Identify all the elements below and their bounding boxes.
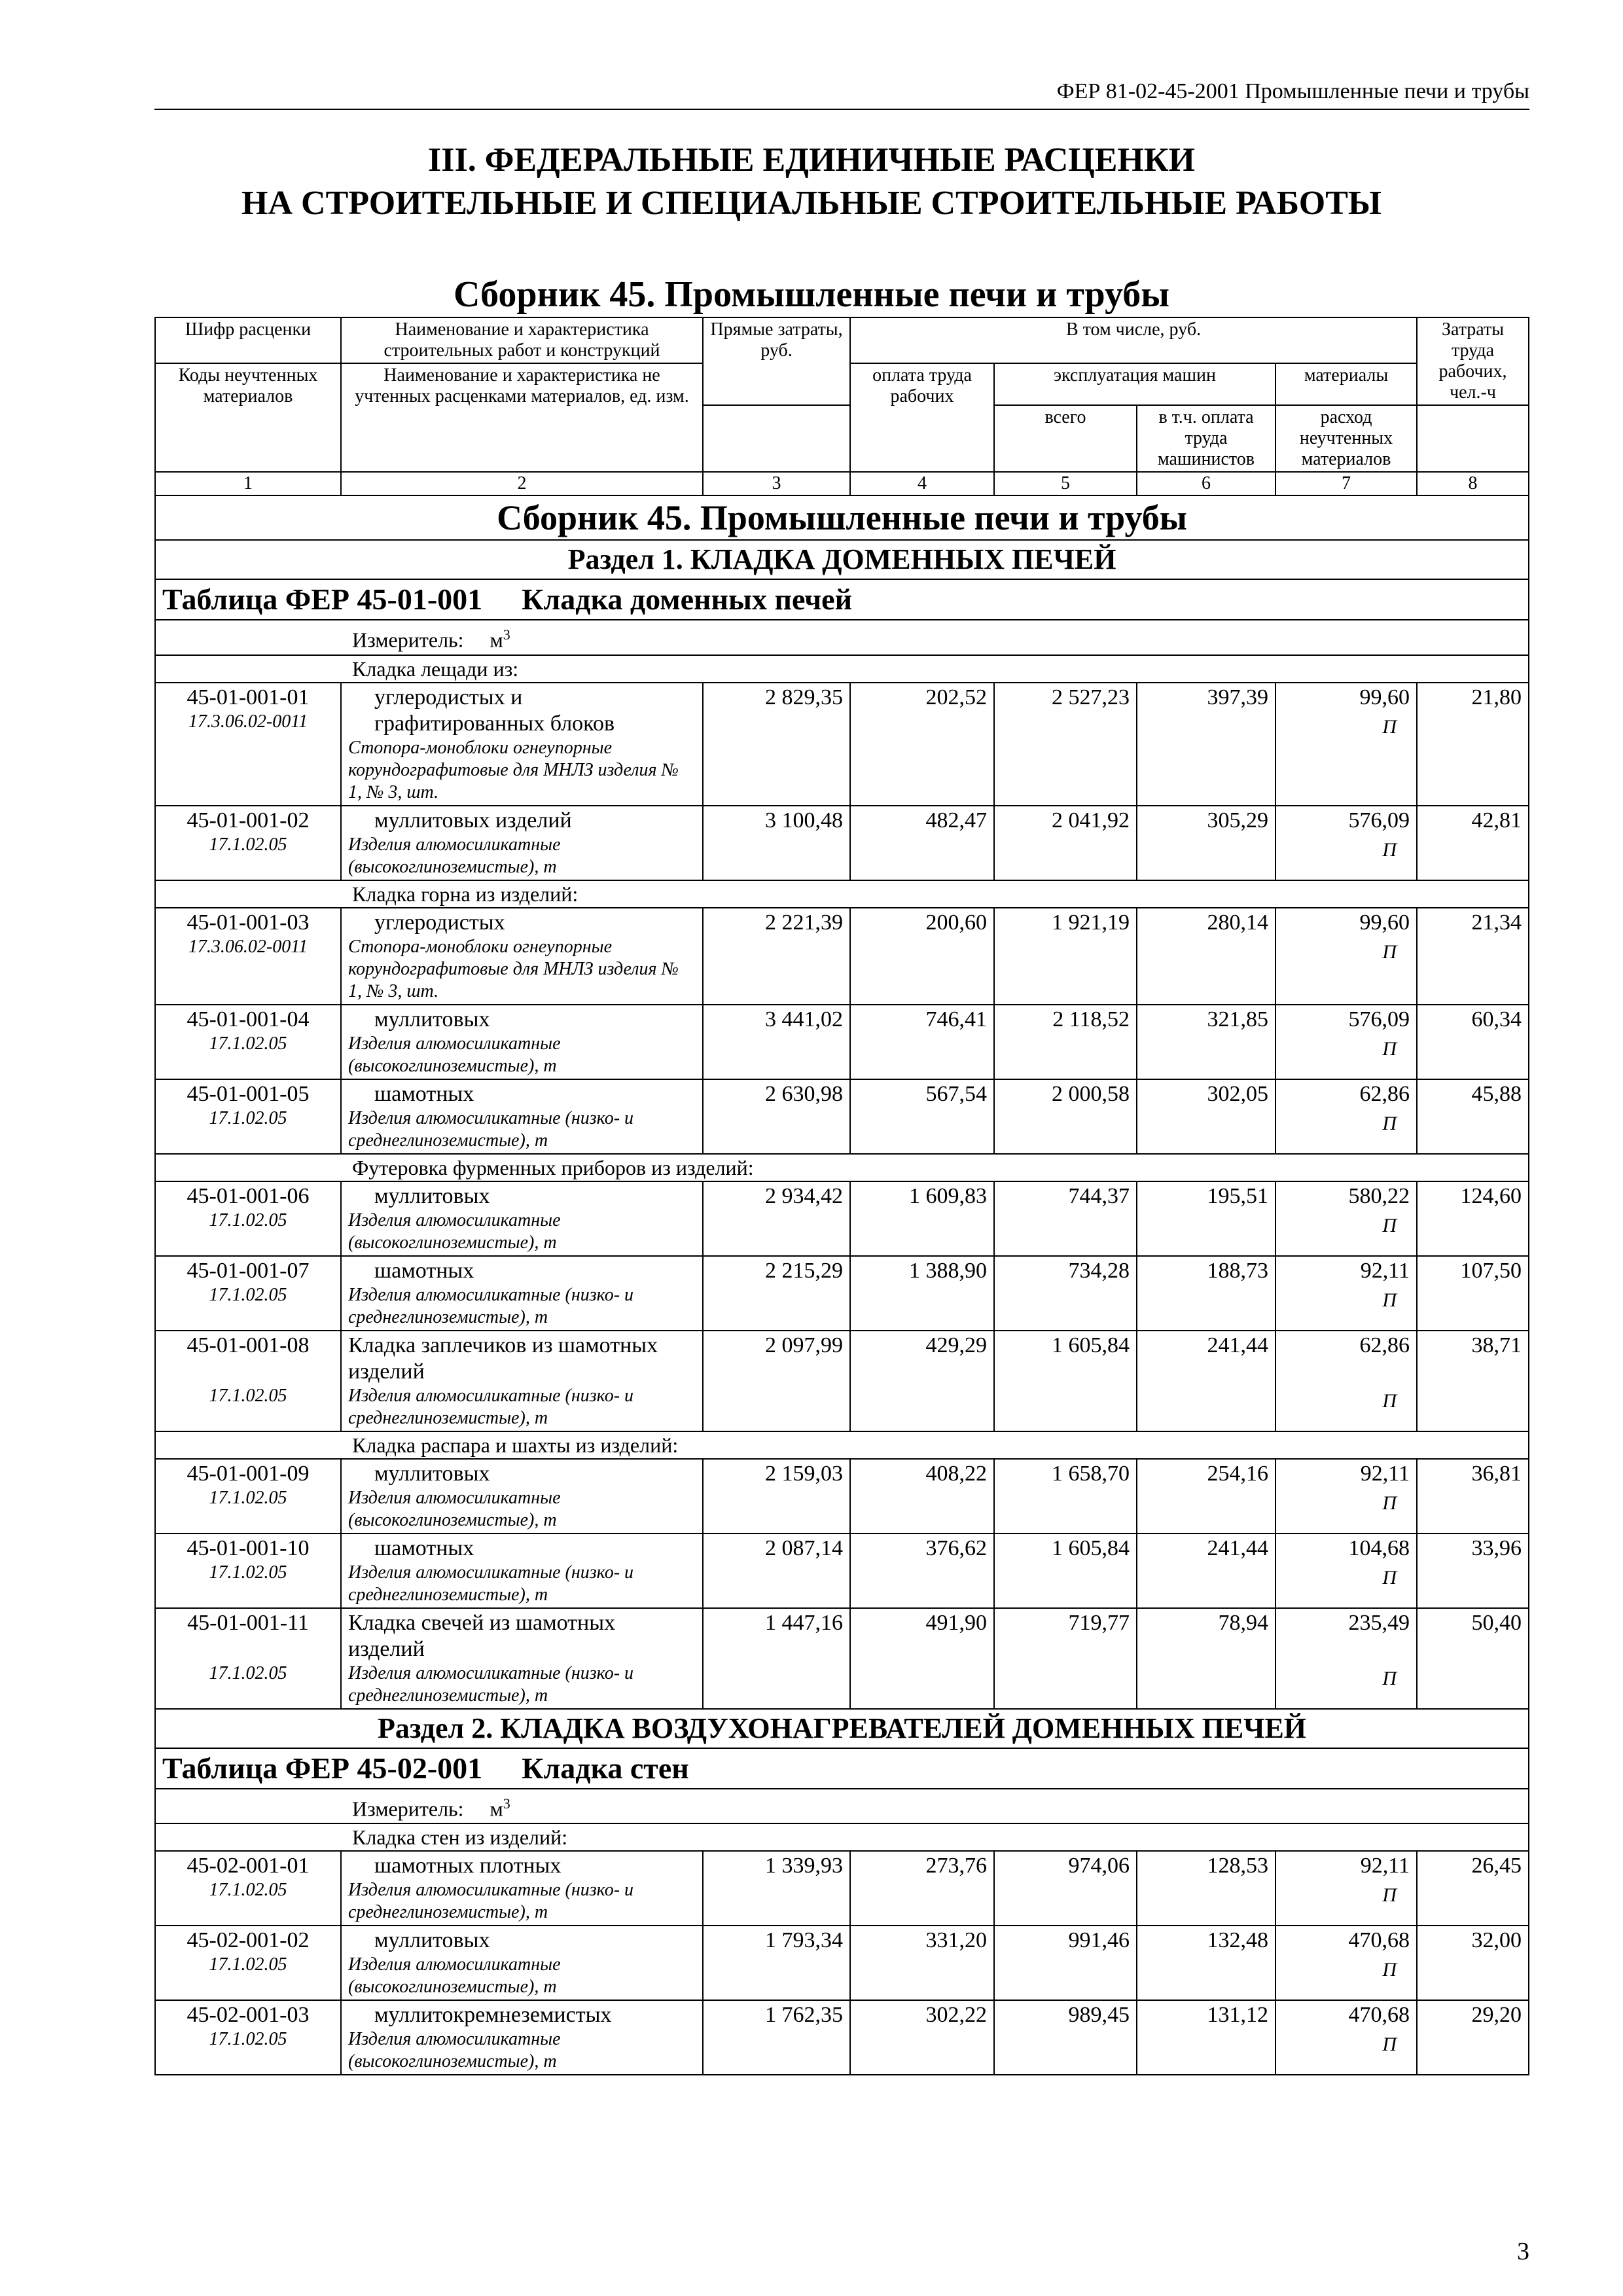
col-labor-pay-header: оплата труда рабочих [850,363,994,472]
rate-name: муллитовых [374,1928,490,1953]
col-code-header: Шифр расценки [155,317,341,363]
col-labor-cost-header: Затраты труда рабочих, чел.-ч [1417,317,1529,405]
col-labor-cost-blank [1417,405,1529,472]
unlisted-material-mark: П [1382,2034,1397,2056]
rate-name: Кладка свечей из шамотных изделий [348,1610,616,1661]
unlisted-material-mark: П [1382,1959,1397,1981]
materials-cost: 580,22 [1348,1183,1410,1208]
labor-hours: 107,50 [1417,1256,1529,1331]
machines-labor-pay: 321,85 [1137,1005,1275,1079]
unlisted-material-mark: П [1382,1037,1397,1060]
labor-pay: 491,90 [850,1608,994,1709]
material-code: 17.1.02.05 [209,1385,287,1406]
machines-total: 1 605,84 [994,1534,1137,1608]
materials-cell [1275,1079,1417,1154]
machines-labor-pay: 305,29 [1137,806,1275,880]
group-heading-row [155,655,1529,683]
direct-cost: 2 087,14 [703,1534,850,1608]
materials-cost: 92,11 [1360,1258,1410,1283]
machines-total: 989,45 [994,2000,1137,2075]
group-heading-row [155,1431,1529,1459]
collection-banner-row [155,495,1529,540]
material-name: Изделия алюмосиликатные (высокоглиноземистые), т [348,1210,561,1253]
materials-cell [1275,1256,1417,1331]
material-name: Стопора-моноблоки огнеупорные корундографитовые для МНЛЗ изделия № 1, № 3, шт. [348,737,679,802]
rate-row [155,908,1529,1005]
labor-hours: 21,80 [1417,683,1529,806]
measure-unit: м [490,628,503,652]
labor-pay: 302,22 [850,2000,994,2075]
unlisted-material-mark: П [1382,1667,1397,1689]
column-number: 3 [703,472,850,495]
rate-row [155,1005,1529,1079]
labor-hours: 32,00 [1417,1926,1529,2000]
rate-code: 45-01-001-06 [187,1183,310,1208]
materials-cell [1275,908,1417,1005]
direct-cost: 2 221,39 [703,908,850,1005]
group-heading-row [155,880,1529,908]
rate-name-cell [341,1005,703,1079]
labor-pay: 376,62 [850,1534,994,1608]
unlisted-material-mark: П [1382,1492,1397,1514]
machines-labor-pay: 78,94 [1137,1608,1275,1709]
labor-pay: 567,54 [850,1079,994,1154]
materials-cell [1275,1459,1417,1534]
machines-labor-pay: 188,73 [1137,1256,1275,1331]
rate-name-cell [341,908,703,1005]
rate-name: муллитовых [374,1183,490,1208]
table-name: Кладка стен [522,1751,689,1785]
running-header: ФЕР 81-02-45-2001 Промышленные печи и трубы [154,75,1529,110]
materials-cost: 576,09 [1348,808,1410,833]
material-code: 17.1.02.05 [209,1210,287,1230]
labor-pay: 200,60 [850,908,994,1005]
part-title-line-2: НА СТРОИТЕЛЬНЫЕ И СПЕЦИАЛЬНЫЕ СТРОИТЕЛЬНЫЕ РАБОТЫ [241,185,1382,222]
rate-name-cell [341,806,703,880]
rate-name: муллитовых [374,1461,490,1486]
measure-label: Измеритель: [352,628,464,652]
rate-name: муллитокремнеземистых [374,2003,612,2028]
rate-code: 45-01-001-03 [187,910,310,935]
rate-row [155,1181,1529,1256]
measure-row [155,620,1529,655]
machines-total: 1 921,19 [994,908,1137,1005]
materials-cost: 62,86 [1359,1333,1410,1357]
rate-row [155,1534,1529,1608]
labor-hours: 33,96 [1417,1534,1529,1608]
rate-name-cell [341,1459,703,1534]
labor-hours: 21,34 [1417,908,1529,1005]
labor-pay: 746,41 [850,1005,994,1079]
rate-row [155,1608,1529,1709]
materials-cost: 92,11 [1360,1461,1410,1486]
rate-code: 45-01-001-10 [187,1535,310,1560]
rate-name: муллитовых [374,1007,490,1031]
material-code: 17.1.02.05 [209,2029,287,2050]
labor-hours: 60,34 [1417,1005,1529,1079]
direct-cost: 3 100,48 [703,806,850,880]
materials-cell [1275,2000,1417,2075]
section-title-row [155,540,1529,579]
unlisted-material-mark: П [1382,941,1397,963]
rate-name: углеродистых и графитированных блоков [374,685,615,736]
col-machines-header: эксплуатация машин [994,363,1275,405]
table-title-row [155,579,1529,620]
material-name: Изделия алюмосиликатные (высокоглиноземистые), т [348,1033,561,1076]
unlisted-material-mark: П [1382,715,1397,738]
unlisted-material-mark: П [1382,1214,1397,1236]
machines-labor-pay: 280,14 [1137,908,1275,1005]
group-heading: Кладка распара и шахты из изделий: [155,1431,1529,1459]
rate-name-cell [341,683,703,806]
col-materials-header: материалы [1275,363,1417,405]
machines-labor-pay: 131,12 [1137,2000,1275,2075]
labor-hours: 36,81 [1417,1459,1529,1534]
rate-name: шамотных [374,1258,474,1283]
unlisted-material-mark: П [1382,1390,1397,1412]
labor-hours: 50,40 [1417,1608,1529,1709]
table-title-row [155,1748,1529,1789]
labor-hours: 45,88 [1417,1079,1529,1154]
machines-labor-pay: 128,53 [1137,1851,1275,1926]
materials-cell [1275,1534,1417,1608]
rate-code-cell [155,2000,341,2075]
table-code: Таблица ФЕР 45-02-001 [162,1751,483,1785]
machines-labor-pay: 241,44 [1137,1534,1275,1608]
rate-name-cell [341,1926,703,2000]
rate-name-cell [341,1851,703,1926]
material-name: Изделия алюмосиликатные (высокоглиноземистые), т [348,1487,561,1530]
rate-row [155,2000,1529,2075]
machines-labor-pay: 132,48 [1137,1926,1275,2000]
column-number: 1 [155,472,341,495]
machines-total: 2 000,58 [994,1079,1137,1154]
labor-pay: 331,20 [850,1926,994,2000]
table-code: Таблица ФЕР 45-01-001 [162,583,483,616]
machines-labor-pay: 302,05 [1137,1079,1275,1154]
column-numbers-row [155,472,1529,495]
machines-total: 744,37 [994,1181,1137,1256]
unlisted-material-mark: П [1382,1112,1397,1134]
labor-pay: 408,22 [850,1459,994,1534]
materials-cell [1275,1608,1417,1709]
materials-cell [1275,683,1417,806]
rate-name: шамотных [374,1081,474,1106]
direct-cost: 2 159,03 [703,1459,850,1534]
measure [155,620,1529,655]
rate-name: муллитовых изделий [374,808,572,833]
measure [155,1789,1529,1824]
materials-cost: 470,68 [1348,2003,1410,2028]
rate-code-cell [155,1181,341,1256]
rate-code-cell [155,1005,341,1079]
materials-cell [1275,1851,1417,1926]
rate-code: 45-02-001-03 [187,2003,310,2028]
material-name: Изделия алюмосиликатные (низко- и среднеглиноземистые), т [348,1662,634,1706]
rate-code: 45-01-001-09 [187,1461,310,1486]
labor-pay: 273,76 [850,1851,994,1926]
part-title [0,139,1623,225]
column-number: 4 [850,472,994,495]
group-heading: Кладка лещади из: [155,655,1529,683]
col-direct-blank [703,405,850,472]
material-code: 17.1.02.05 [209,1487,287,1508]
materials-cost: 470,68 [1348,1928,1410,1953]
labor-pay: 1 388,90 [850,1256,994,1331]
rate-code-cell [155,683,341,806]
material-code: 17.1.02.05 [209,1954,287,1975]
material-name: Изделия алюмосиликатные (низко- и среднеглиноземистые), т [348,1562,634,1605]
material-code: 17.1.02.05 [209,1562,287,1583]
column-number: 5 [994,472,1137,495]
rate-name-cell [341,1534,703,1608]
rate-code-cell [155,1079,341,1154]
col-direct-header: Прямые затраты, руб. [703,317,850,405]
material-code: 17.3.06.02-0011 [188,936,308,957]
col-materials-unlisted-header: расход неучтенных материалов [1275,405,1417,472]
materials-cell [1275,1331,1417,1431]
material-name: Стопора-моноблоки огнеупорные корундографитовые для МНЛЗ изделия № 1, № 3, шт. [348,936,679,1001]
materials-cost: 99,60 [1359,685,1410,709]
collection-title: Сборник 45. Промышленные печи и трубы [454,274,1169,315]
material-name: Изделия алюмосиликатные (низко- и среднеглиноземистые), т [348,1385,634,1428]
measure-label: Измеритель: [352,1797,464,1821]
machines-labor-pay: 241,44 [1137,1331,1275,1431]
machines-total: 974,06 [994,1851,1137,1926]
measure-exponent: 3 [503,626,510,643]
materials-cost: 99,60 [1359,910,1410,935]
rate-code: 45-01-001-02 [187,808,310,833]
rate-name: Кладка заплечиков из шамотных изделий [348,1333,658,1384]
rate-code: 45-02-001-02 [187,1928,310,1953]
labor-pay: 202,52 [850,683,994,806]
materials-cell [1275,1926,1417,2000]
direct-cost: 2 215,29 [703,1256,850,1331]
table-title [155,1748,1529,1789]
materials-cell [1275,806,1417,880]
materials-cell [1275,1005,1417,1079]
direct-cost: 2 630,98 [703,1079,850,1154]
group-heading: Футеровка фурменных приборов из изделий: [155,1154,1529,1181]
table-name: Кладка доменных печей [522,583,853,616]
machines-total: 734,28 [994,1256,1137,1331]
labor-hours: 38,71 [1417,1331,1529,1431]
rate-code: 45-01-001-08 [187,1333,310,1357]
rate-row [155,1851,1529,1926]
machines-labor-pay: 254,16 [1137,1459,1275,1534]
labor-hours: 42,81 [1417,806,1529,880]
direct-cost: 1 793,34 [703,1926,850,2000]
rate-code-cell [155,1256,341,1331]
section-title: Раздел 1. КЛАДКА ДОМЕННЫХ ПЕЧЕЙ [155,540,1529,579]
col-machines-total-header: всего [994,405,1137,472]
col-machines-labor-header: в т.ч. оплата труда машинистов [1137,405,1275,472]
rate-name: углеродистых [374,910,505,935]
rate-code-cell [155,908,341,1005]
rate-name-cell [341,1256,703,1331]
rate-code-cell [155,1926,341,2000]
part-title-line-1: III. ФЕДЕРАЛЬНЫЕ ЕДИНИЧНЫЕ РАСЦЕНКИ [427,141,1195,179]
material-name: Изделия алюмосиликатные (низко- и среднеглиноземистые), т [348,1880,634,1923]
rate-row [155,683,1529,806]
unlisted-material-mark: П [1382,1289,1397,1311]
material-code: 17.1.02.05 [209,1107,287,1128]
machines-total: 2 118,52 [994,1005,1137,1079]
machines-total: 719,77 [994,1608,1137,1709]
rate-name-cell [341,1608,703,1709]
unlisted-material-mark: П [1382,1884,1397,1907]
materials-cost: 576,09 [1348,1007,1410,1031]
materials-cell [1275,1181,1417,1256]
page-number: 3 [1517,2238,1529,2265]
material-code: 17.1.02.05 [209,1662,287,1683]
measure-exponent: 3 [503,1795,510,1812]
machines-labor-pay: 195,51 [1137,1181,1275,1256]
rate-code: 45-01-001-11 [187,1610,309,1635]
rate-name: шамотных плотных [374,1854,562,1878]
materials-cost: 235,49 [1348,1610,1410,1635]
rate-code: 45-01-001-05 [187,1081,310,1106]
materials-cost: 62,86 [1359,1081,1410,1106]
material-code: 17.1.02.05 [209,1284,287,1305]
group-heading: Кладка стен из изделий: [155,1823,1529,1851]
rate-code-cell [155,1851,341,1926]
material-name: Изделия алюмосиликатные (низко- и среднеглиноземистые), т [348,1284,634,1327]
material-name: Изделия алюмосиликатные (низко- и среднеглиноземистые), т [348,1107,634,1151]
column-number: 2 [341,472,703,495]
direct-cost: 1 762,35 [703,2000,850,2075]
material-code: 17.1.02.05 [209,1033,287,1054]
unlisted-material-mark: П [1382,1566,1397,1588]
rate-code: 45-01-001-07 [187,1258,310,1283]
rate-row [155,1079,1529,1154]
column-number: 6 [1137,472,1275,495]
group-heading-row [155,1154,1529,1181]
table-title [155,579,1529,620]
direct-cost: 2 097,99 [703,1331,850,1431]
rate-name-cell [341,1331,703,1431]
labor-hours: 29,20 [1417,2000,1529,2075]
material-code: 17.3.06.02-0011 [188,711,308,732]
rate-code-cell [155,1331,341,1431]
rate-name-cell [341,1079,703,1154]
rate-code-cell [155,1534,341,1608]
direct-cost: 1 447,16 [703,1608,850,1709]
rate-code-cell [155,1459,341,1534]
materials-cost: 104,68 [1348,1535,1410,1560]
col-name-unlisted-header: Наименование и характеристика не учтенных расценками материалов, ед. изм. [341,363,703,472]
labor-hours: 26,45 [1417,1851,1529,1926]
machines-total: 2 041,92 [994,806,1137,880]
direct-cost: 3 441,02 [703,1005,850,1079]
col-codes-unlisted-header: Коды неучтенных материалов [155,363,341,472]
rate-code: 45-01-001-04 [187,1007,310,1031]
col-including-header: В том числе, руб. [850,317,1417,363]
machines-total: 1 658,70 [994,1459,1137,1534]
rate-row [155,806,1529,880]
collection-banner: Сборник 45. Промышленные печи и трубы [155,495,1529,540]
unlisted-material-mark: П [1382,838,1397,861]
group-heading-row [155,1823,1529,1851]
measure-row [155,1789,1529,1824]
direct-cost: 2 934,42 [703,1181,850,1256]
labor-pay: 482,47 [850,806,994,880]
column-number: 8 [1417,472,1529,495]
direct-cost: 1 339,93 [703,1851,850,1926]
material-name: Изделия алюмосиликатные (высокоглиноземистые), т [348,2029,561,2072]
labor-hours: 124,60 [1417,1181,1529,1256]
column-number: 7 [1275,472,1417,495]
material-code: 17.1.02.05 [209,1880,287,1901]
rate-row [155,1459,1529,1534]
rate-name: шамотных [374,1535,474,1560]
col-name-header: Наименование и характеристика строительных работ и конструкций [341,317,703,363]
section-title: Раздел 2. КЛАДКА ВОЗДУХОНАГРЕВАТЕЛЕЙ ДОМЕННЫХ ПЕЧЕЙ [155,1709,1529,1748]
measure-unit: м [490,1797,503,1821]
machines-total: 991,46 [994,1926,1137,2000]
material-code: 17.1.02.05 [209,834,287,855]
material-name: Изделия алюмосиликатные (высокоглиноземистые), т [348,834,561,877]
machines-labor-pay: 397,39 [1137,683,1275,806]
rate-name-cell [341,2000,703,2075]
header-row-1 [155,317,1529,363]
rates-table [154,317,1529,2075]
material-name: Изделия алюмосиликатные (высокоглиноземистые), т [348,1954,561,1998]
group-heading: Кладка горна из изделий: [155,880,1529,908]
machines-total: 1 605,84 [994,1331,1137,1431]
rate-code-cell [155,806,341,880]
section-title-row [155,1709,1529,1748]
rate-row [155,1331,1529,1431]
rate-row [155,1926,1529,2000]
rate-code-cell [155,1608,341,1709]
rate-code: 45-02-001-01 [187,1854,310,1878]
rate-row [155,1256,1529,1331]
direct-cost: 2 829,35 [703,683,850,806]
labor-pay: 429,29 [850,1331,994,1431]
machines-total: 2 527,23 [994,683,1137,806]
rate-code: 45-01-001-01 [187,685,310,709]
rate-name-cell [341,1181,703,1256]
materials-cost: 92,11 [1360,1854,1410,1878]
labor-pay: 1 609,83 [850,1181,994,1256]
